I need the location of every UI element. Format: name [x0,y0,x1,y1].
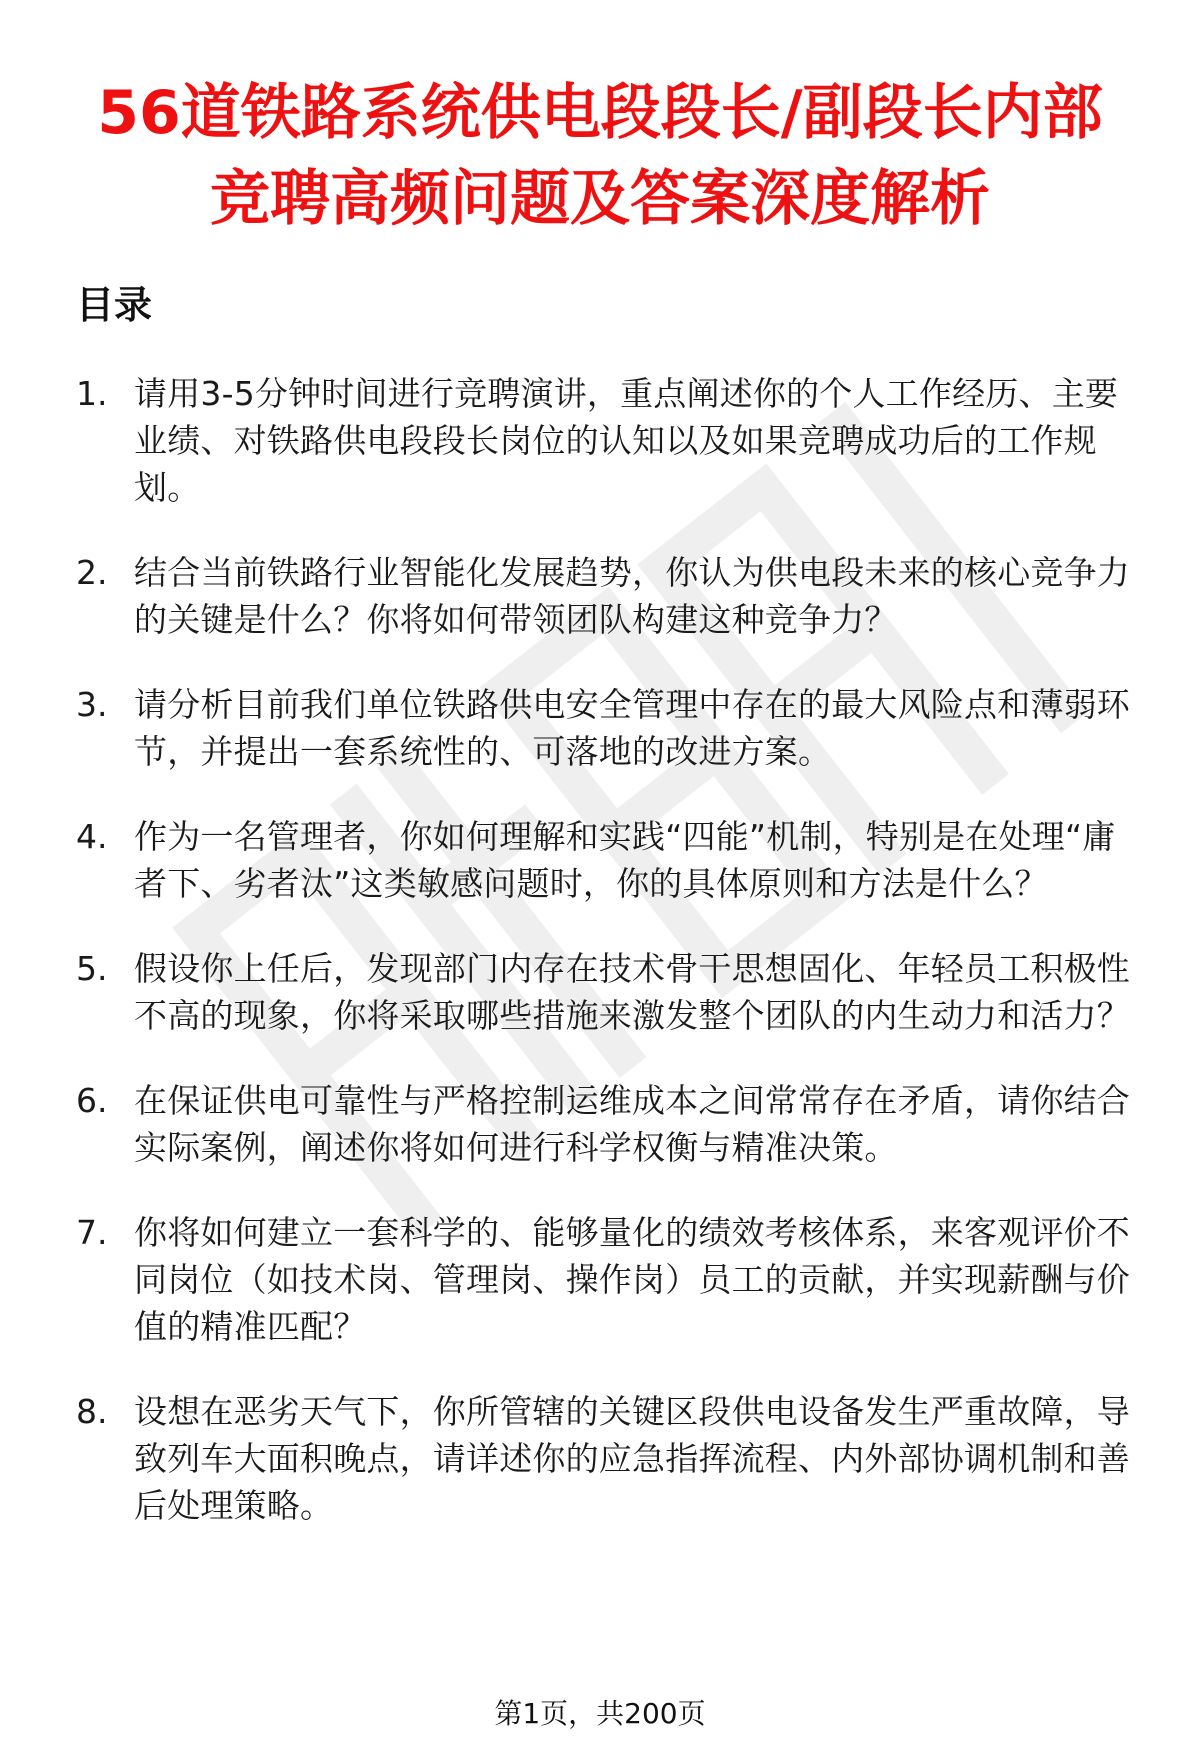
toc-item-text: 作为一名管理者，你如何理解和实践“四能”机制，特别是在处理“庸者下、劣者汰”这类敏感问题时，你的具体原则和方法是什么？ [134,817,1116,903]
toc-item-text: 请用3-5分钟时间进行竞聘演讲，重点阐述你的个人工作经历、主要业绩、对铁路供电段段长岗位的认知以及如果竞聘成功后的工作规划。 [134,374,1119,507]
toc-item-number: 6. [76,1081,108,1120]
toc-item-number: 1. [76,374,108,413]
toc-item-number: 3. [76,685,108,724]
page-footer: 第1页，共200页 [494,1697,706,1730]
toc-item-number: 5. [76,949,108,988]
toc-item-number: 2. [76,553,108,592]
toc-item-text: 假设你上任后，发现部门内存在技术骨干思想固化、年轻员工积极性不高的现象，你将采取哪些措施来激发整个团队的内生动力和活力？ [134,949,1130,1035]
toc-item-text: 结合当前铁路行业智能化发展趋势，你认为供电段未来的核心竞争力的关键是什么？你将如何带领团队构建这种竞争力？ [134,553,1130,639]
toc-item [70,1388,1130,1529]
toc-item-text: 设想在恶劣天气下，你所管辖的关键区段供电设备发生严重故障，导致列车大面积晚点，请详述你的应急指挥流程、内外部协调机制和善后处理策略。 [134,1392,1130,1525]
toc-item-text: 在保证供电可靠性与严格控制运维成本之间常常存在矛盾，请你结合实际案例，阐述你将如何进行科学权衡与精准决策。 [134,1081,1130,1167]
document-title: 56道铁路系统供电段段长/副段长内部竞聘高频问题及答案深度解析 [97,78,1103,234]
toc-item-text: 你将如何建立一套科学的、能够量化的绩效考核体系，来客观评价不同岗位（如技术岗、管理岗、操作岗）员工的贡献，并实现薪酬与价值的精准匹配？ [134,1213,1130,1346]
toc-item-text: 请分析目前我们单位铁路供电安全管理中存在的最大风险点和薄弱环节，并提出一套系统性的、可落地的改进方案。 [134,685,1130,771]
toc-item [70,370,1130,511]
toc-item [70,549,1130,643]
toc-item [70,681,1130,775]
toc-item [70,813,1130,907]
toc-list [70,370,1130,1529]
toc-heading: 目录 [76,283,153,327]
toc-item-number: 4. [76,817,108,856]
toc-item [70,1209,1130,1350]
toc-item-number: 7. [76,1213,108,1252]
toc-item [70,945,1130,1039]
toc-item [70,1077,1130,1171]
toc-item-number: 8. [76,1392,108,1431]
